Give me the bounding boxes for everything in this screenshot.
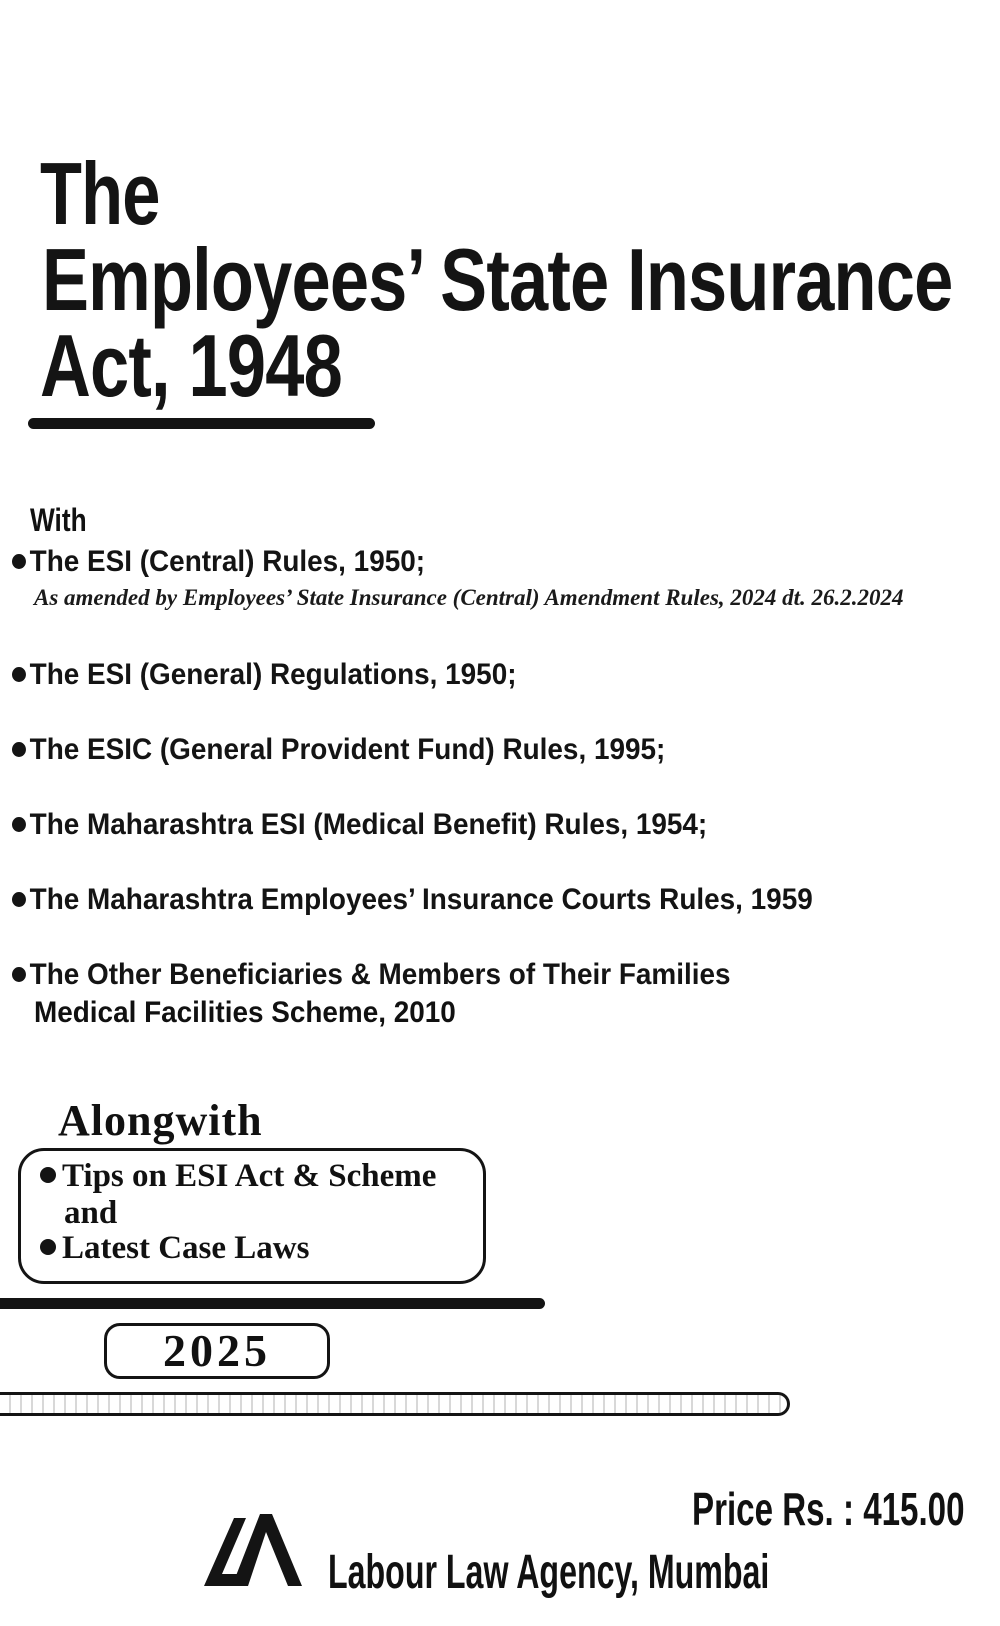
edition-year: 2025 — [163, 1325, 271, 1376]
amendment-note: As amended by Employees’ State Insurance (Central) Amendment Rules, 2024 dt. 26.2.2024 — [34, 585, 904, 610]
contents-item-text: The ESI (General) Regulations, 1950; — [29, 658, 517, 691]
bullet-icon — [12, 967, 26, 982]
contents-item-text: The Maharashtra ESI (Medical Benefit) Rules, 1954; — [29, 808, 708, 841]
title-underline-rule — [28, 418, 375, 429]
contents-item-continuation: Medical Facilities Scheme, 2010 — [34, 996, 456, 1029]
la-monogram-icon — [204, 1510, 304, 1588]
contents-item-esi-central-rules — [12, 545, 425, 579]
alongwith-item-tips — [40, 1158, 436, 1195]
bullet-icon — [12, 667, 26, 682]
edition-year-badge — [104, 1323, 330, 1379]
publisher-name: Labour Law Agency, Mumbai — [328, 1546, 770, 1599]
with-label: With — [30, 502, 87, 538]
divider-rule — [0, 1298, 545, 1309]
bullet-icon — [40, 1167, 56, 1183]
contents-item-esi-general-regulations — [12, 658, 517, 692]
bullet-icon — [12, 817, 26, 832]
bullet-icon — [12, 892, 26, 907]
alongwith-item-text: Tips on ESI Act & Scheme — [62, 1158, 437, 1194]
bullet-icon — [12, 742, 26, 757]
contents-item-other-beneficiaries-scheme — [12, 958, 730, 992]
bullet-icon — [40, 1239, 56, 1255]
contents-item-text: The ESI (Central) Rules, 1950; — [29, 545, 426, 578]
alongwith-item-case-laws — [40, 1230, 309, 1267]
alongwith-label: Alongwith — [58, 1096, 263, 1145]
alongwith-item-text: Latest Case Laws — [62, 1230, 310, 1266]
contents-item-text: The Maharashtra Employees’ Insurance Courts Rules, 1959 — [29, 883, 813, 916]
divider-rule-wide — [0, 1392, 790, 1416]
contents-item-esic-gpf-rules — [12, 733, 665, 767]
title-line-2: Employees’ State Insurance — [42, 230, 953, 329]
price-label: Price Rs. : 415.00 — [692, 1483, 965, 1535]
title-line-1: The — [40, 144, 160, 243]
contents-item-text: The ESIC (General Provident Fund) Rules, 1995; — [29, 733, 666, 766]
contents-item-maharashtra-courts-rules — [12, 883, 813, 917]
contents-item-maharashtra-medical-benefit-rules — [12, 808, 707, 842]
bullet-icon — [12, 554, 26, 569]
title-line-3: Act, 1948 — [40, 316, 342, 415]
alongwith-conjunction: and — [64, 1195, 118, 1231]
contents-item-text: The Other Beneficiaries & Members of Their Families — [29, 958, 731, 991]
